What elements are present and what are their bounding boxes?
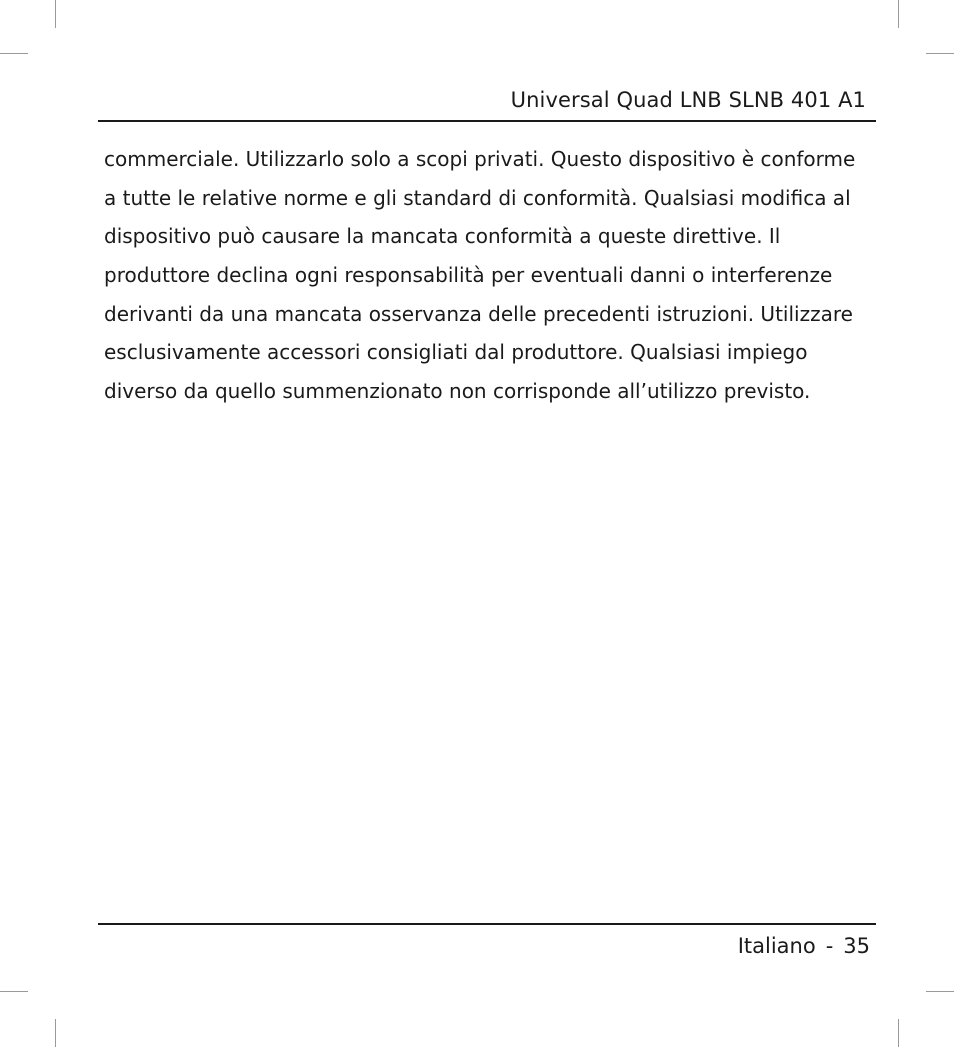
crop-mark-top-right [926, 53, 954, 54]
body-line: derivanti da una mancata osservanza delle precedenti istruzioni. Utilizzare [104, 301, 853, 326]
crop-mark-bottom-left [55, 1019, 56, 1047]
footer-rule [98, 923, 876, 925]
body-line: commerciale. Utilizzarlo solo a scopi privati. Questo dispositivo è conforme [104, 147, 856, 171]
page-footer [738, 934, 870, 958]
body-line: dispositivo può causare la mancata conformità a queste direttive. Il [104, 224, 781, 249]
crop-mark-bottom-right [898, 1019, 899, 1047]
page-number: 35 [843, 934, 870, 958]
crop-mark-top-left [0, 53, 28, 54]
page-header [98, 86, 876, 120]
footer-separator: - [825, 934, 834, 958]
crop-mark-top-left [55, 0, 56, 28]
footer-language: Italiano [737, 934, 816, 958]
crop-mark-bottom-left [0, 991, 28, 992]
body-text [104, 144, 874, 415]
crop-mark-bottom-right [926, 991, 954, 992]
header-title: Universal Quad LNB SLNB 401 A1 [510, 88, 866, 112]
body-line: a tutte le relative norme e gli standard di conformità. Qualsiasi modifica al [104, 185, 851, 210]
body-line: diverso da quello summenzionato non corrisponde all’utilizzo previsto. [104, 379, 811, 404]
crop-mark-top-right [898, 0, 899, 28]
body-line: produttore declina ogni responsabilità per eventuali danni o interferenze [104, 263, 833, 288]
header-rule [98, 120, 876, 122]
body-line: esclusivamente accessori consigliati dal produttore. Qualsiasi impiego [104, 340, 808, 365]
